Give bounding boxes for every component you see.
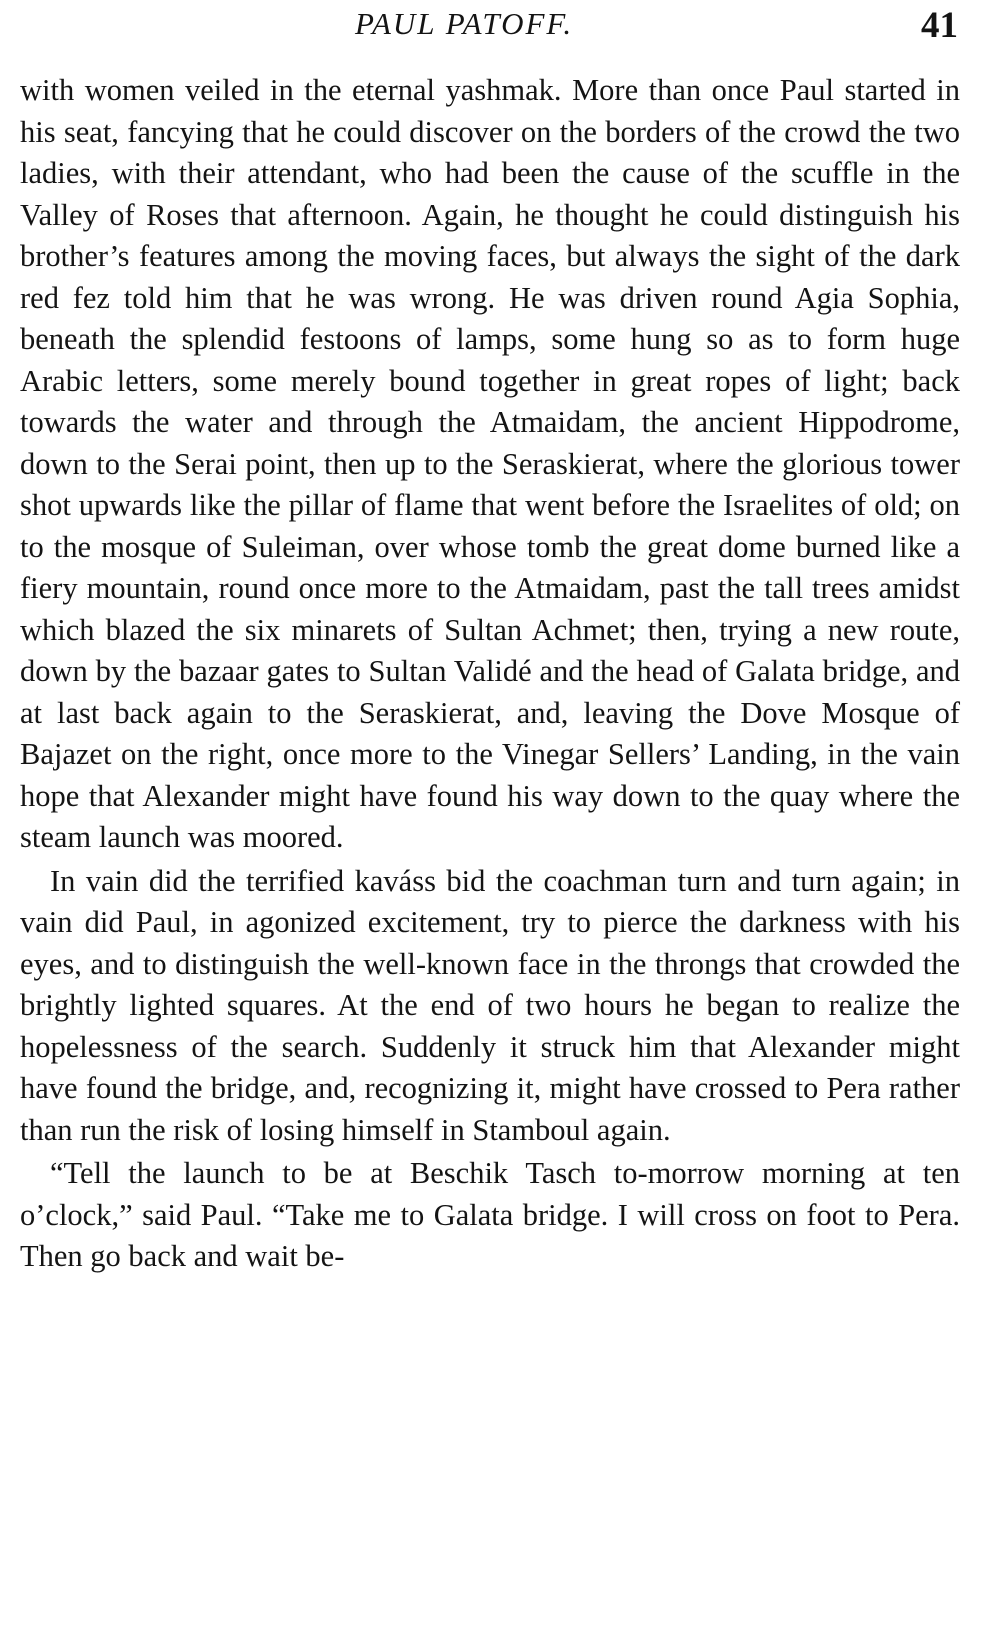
paragraph-continued: with women veiled in the eternal yashmak. More than once Paul started in his seat, fancying that he could discover on the borders of the crowd the two ladies, with their attendant, who had been the cause of the scuffle in the Valley of Roses that afternoon. Again, he thought he could distinguish his brother’s features among the moving faces, but always the sight of the dark red fez told him that he was wrong. He was driven round Agia Sophia, beneath the splendid festoons of lamps, some hung so as to form huge Arabic letters, some merely bound together in great ropes of light; back towards the water and through the Atmaidam, the ancient Hippodrome, down to the Serai point, then up to the Seraskierat, where the glorious tower shot upwards like the pillar of flame that went before the Israelites of old; on to the mosque of Suleiman, over whose tomb the great dome burned like a fiery mountain, round once more to the Atmaidam, past the tall trees amidst which blazed the six minarets of Sultan Achmet; then, trying a new route, down by the bazaar gates to Sultan Validé and the head of Galata bridge, and at last back again to the Seraskierat, and, leaving the Dove Mosque of Bajazet on the right, once more to the Vinegar Sellers’ Landing, in the vain hope that Alexander might have found his way down to the quay where the steam launch was moored.: [20, 73, 960, 854]
paragraph: In vain did the terrified kaváss bid the coachman turn and turn again; in vain did Paul, in agonized excitement, try to pierce the darkness with his eyes, and to distinguish the well-known face in the throngs that crowded the brightly lighted squares. At the end of two hours he began to realize the hopelessness of the search. Suddenly it struck him that Alexander might have found the bridge, and, recognizing it, might have crossed to Pera rather than run the risk of losing himself in Stamboul again.: [20, 863, 960, 1147]
paragraph: “Tell the launch to be at Beschik Tasch to-morrow morning at ten o’clock,” said Paul. “Take me to Galata bridge. I will cross on foot to Pera. Then go back and wait be-: [20, 1156, 960, 1273]
page-number: 41: [921, 5, 958, 46]
running-title: PAUL PATOFF.: [355, 6, 574, 41]
running-head: [0, 4, 1000, 48]
body-text: [20, 70, 960, 1278]
